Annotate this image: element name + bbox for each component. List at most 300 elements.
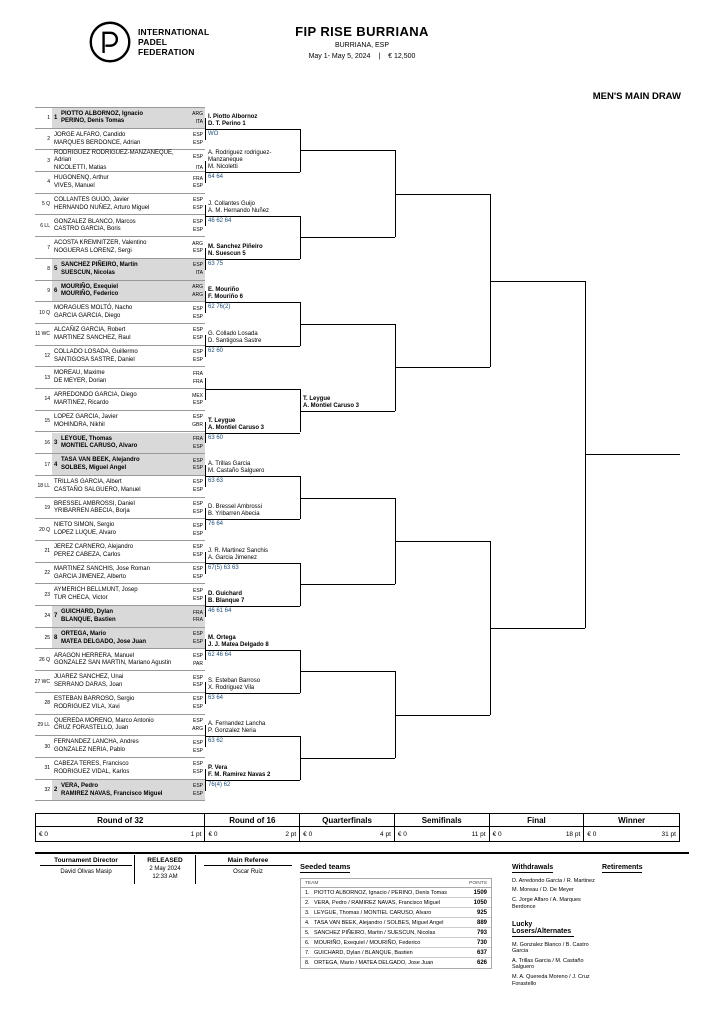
entry-players <box>54 696 203 711</box>
player-country: ITA <box>195 165 203 172</box>
player-country: ESP <box>192 595 203 602</box>
round16-winner <box>208 536 295 562</box>
points-cell <box>395 814 490 841</box>
player-country: MEX <box>192 392 203 399</box>
player-row <box>54 165 203 172</box>
withdrawal-item: M. Moreau / D. De Meyer <box>512 887 574 894</box>
entry-position: 2 <box>47 136 50 143</box>
prize-money: € 12,500 <box>388 53 416 60</box>
bracket-connector-horizontal <box>205 259 300 260</box>
entry-players <box>61 609 203 624</box>
player-country: FRA <box>193 370 203 377</box>
player-country: ESP <box>192 747 203 754</box>
ipf-logo-text <box>138 27 209 57</box>
winner-name-line: A. Montiel Caruso 3 <box>303 402 360 409</box>
draw-entry <box>35 150 205 172</box>
seeded-team-number: 8. <box>305 960 310 966</box>
player-row <box>54 530 203 537</box>
winner-name-line: D. Santigosa Sastre <box>208 337 262 344</box>
lucky-loser-item: M. A. Quereda Moreno / J. Cruz Forastello <box>512 974 590 987</box>
winner-name-line: A. Rodriguez rodriguez- <box>208 150 272 157</box>
winner-name-line: T. Leygue <box>208 417 236 424</box>
prize-money-value: € 0 <box>208 830 218 838</box>
player-row <box>61 631 203 638</box>
player-row <box>61 436 203 443</box>
points-cell <box>36 814 205 841</box>
entry-position: 17 <box>44 461 50 468</box>
player-name: TASA VAN BEEK, Alejandro <box>61 457 140 464</box>
player-row <box>54 226 203 233</box>
entry-seed-number: 6 <box>54 287 58 294</box>
tournament-title-block <box>222 24 502 60</box>
player-country: ESP <box>192 153 203 160</box>
player-country: FRA <box>193 378 203 385</box>
round16-winner <box>208 666 295 692</box>
player-name: PEREZ CABEZA, Carlos <box>54 551 121 558</box>
winner-name-line: D. T. Perino 1 <box>208 120 246 127</box>
player-country: ESP <box>192 761 203 768</box>
entry-players <box>54 392 203 407</box>
entry-position: 6 LL <box>40 222 50 229</box>
points-values <box>36 827 204 841</box>
entry-players <box>54 739 203 754</box>
match-score: 76(4) 62 <box>208 781 231 788</box>
player-name: ESTEBAN BARROSO, Sergio <box>54 695 135 702</box>
bracket-connector-horizontal <box>585 454 680 455</box>
points-values <box>490 827 584 841</box>
player-country: ESP <box>192 305 203 312</box>
player-name: CASTAÑO SALGUERO, Manuel <box>54 486 141 493</box>
seeded-team-row <box>301 948 491 958</box>
prize-money-value: € 0 <box>492 830 502 838</box>
ipf-logo <box>88 20 209 64</box>
entry-players <box>54 522 203 537</box>
player-name: LOPEZ LUQUE, Alvaro <box>54 530 117 537</box>
player-name: CABEZA TERES, Francisco <box>54 761 129 768</box>
logo-line-2: PADEL <box>138 37 168 47</box>
draw-entry <box>35 281 205 303</box>
main-referee-name: Oscar Ruiz <box>233 869 263 875</box>
entry-position: 16 <box>44 439 50 446</box>
player-country: ESP <box>192 718 203 725</box>
winner-name-line: M. Nicoletti <box>208 164 238 171</box>
player-row <box>54 479 203 486</box>
player-name: RODRIGUEZ VILA, Xavi <box>54 703 120 710</box>
player-country: ESP <box>192 769 203 776</box>
entry-players <box>61 262 203 277</box>
seeded-team-name: ORTEGA, Mario / MATEA DELGADO, Jose Juan <box>314 960 434 966</box>
entry-box <box>52 302 205 323</box>
player-name: GARCIA JIMENEZ, Alberto <box>54 573 127 580</box>
player-country: ESP <box>192 508 203 515</box>
column-points: POINTS <box>469 880 487 886</box>
entry-players <box>54 718 203 733</box>
winner-name-line: P. Vera <box>208 764 228 771</box>
player-country: ESP <box>192 552 203 559</box>
entry-position: 3 <box>47 157 50 164</box>
entry-seed-number: 4 <box>54 461 58 468</box>
player-row <box>61 639 203 646</box>
winner-name-line: F. Mouriño 6 <box>208 294 243 301</box>
withdrawals-block <box>512 856 598 910</box>
entry-players <box>54 197 203 212</box>
bracket-connector-horizontal <box>490 628 585 629</box>
points-cell <box>300 814 395 841</box>
seeded-team-row <box>301 958 491 968</box>
draw-entry <box>35 736 205 758</box>
player-name: JUAREZ SANCHEZ, Unai <box>54 674 124 681</box>
seeded-team-name: SANCHEZ PIÑEIRO, Martin / SUESCUN, Nicolas <box>314 929 436 936</box>
player-row <box>54 769 203 776</box>
player-name: RODRIGUEZ RODRIGUEZ-MANZANEQUE, Adrian <box>54 150 174 163</box>
player-country: ESP <box>192 335 203 342</box>
main-referee-block <box>204 857 292 875</box>
player-name: NIETO SIMON, Sergio <box>54 522 115 529</box>
winner-name-line: D. Bressel Ambrossi <box>208 504 263 511</box>
entry-box <box>52 736 205 757</box>
player-name: NOGUERAS LORENZ, Sergi <box>54 248 132 255</box>
seeded-team-row <box>301 938 491 948</box>
player-country: FRA <box>193 435 203 442</box>
player-name: TUR CHECA, Victor <box>54 595 108 602</box>
player-name: TRILLAS GARCIA, Albert <box>54 478 122 485</box>
seeded-team-points: 730 <box>476 939 487 946</box>
draw-entry <box>35 216 205 238</box>
tournament-director-name: David Olivas Masip <box>60 869 112 875</box>
tournament-title: FIP RISE BURRIANA <box>295 24 429 39</box>
player-country: ESP <box>192 313 203 320</box>
player-row <box>54 508 203 515</box>
points-round-name: Round of 32 <box>36 814 204 827</box>
draw-entry <box>35 519 205 541</box>
bracket-connector-horizontal <box>205 172 300 173</box>
player-row <box>54 696 203 703</box>
match-score: WO <box>208 130 219 137</box>
tournament-location: BURRIANA, ESP <box>334 42 390 49</box>
bracket-connector-horizontal <box>395 541 490 542</box>
winner-name-line: X. Rodriguez Vila <box>208 684 255 691</box>
withdrawal-item: C. Jorge Alfaro / A. Marques Berdonce <box>512 897 581 910</box>
seeded-team-row <box>301 918 491 928</box>
winner-name-line: B. Blanque 7 <box>208 598 245 605</box>
player-name: PERINO, Denis Tomas <box>61 118 125 125</box>
entry-box <box>52 281 205 302</box>
bracket-connector-horizontal <box>205 693 300 694</box>
player-name: JORGE ALFARO, Candido <box>54 131 126 138</box>
entry-box <box>52 108 205 128</box>
player-name: DE MEYER, Dorian <box>54 378 107 385</box>
player-row <box>54 747 203 754</box>
draw-entry <box>35 628 205 650</box>
seeded-team-row <box>301 908 491 918</box>
player-name: GONZALEZ BLANCO, Marcos <box>54 218 136 225</box>
seeded-team-name: GUICHARD, Dylan / BLANQUE, Bastien <box>314 949 413 956</box>
player-name: QUEREDA MORENO, Marco Antonio <box>54 717 154 724</box>
bracket-connector-horizontal <box>395 367 490 368</box>
entry-players <box>54 327 203 342</box>
player-name: YRIBARREN ABECIA, Borja <box>54 508 130 515</box>
released-time: 12:33 AM <box>152 874 178 880</box>
entry-players <box>61 631 203 646</box>
player-country: ESP <box>192 639 203 646</box>
lucky-losers-block <box>512 920 598 987</box>
player-name: ACOSTA KREMNITZER, Valentino <box>54 240 147 247</box>
round16-winner <box>208 189 295 215</box>
winner-name-line: E. Mouriño <box>208 287 239 294</box>
entry-position: 25 <box>44 635 50 642</box>
seeded-team-points: 889 <box>476 919 487 926</box>
entry-players <box>54 501 203 516</box>
entry-box <box>52 216 205 237</box>
draw-entry <box>35 302 205 324</box>
match-score: 46 62 64 <box>208 217 232 224</box>
entry-players <box>54 761 203 776</box>
entry-position: 31 <box>44 765 50 772</box>
entry-players <box>54 653 203 668</box>
player-country: ESP <box>192 465 203 472</box>
entry-position: 22 <box>44 570 50 577</box>
player-row <box>61 284 203 291</box>
entry-position: 7 <box>47 244 50 251</box>
player-name: RAMIREZ NAVAS, Francisco Miguel <box>61 790 163 797</box>
bracket-connector-horizontal <box>205 216 300 217</box>
winner-name-line: M. Castaño Salguero <box>208 467 265 474</box>
prize-money-value: € 0 <box>587 830 597 838</box>
player-country: ESP <box>192 443 203 450</box>
player-row <box>54 378 203 385</box>
player-name: AYMERICH BELLMUNT, Josep <box>54 587 138 594</box>
player-row <box>61 443 203 450</box>
entry-box <box>52 650 205 671</box>
player-name: COLLADO LOSADA, Guillermo <box>54 348 138 355</box>
player-country: ESP <box>192 205 203 212</box>
seeded-team-points: 637 <box>476 949 487 956</box>
entry-position: 13 <box>44 374 50 381</box>
entry-players <box>54 305 203 320</box>
winner-name-line: F. M. Ramirez Navas 2 <box>208 771 271 778</box>
retirements-block <box>602 856 690 874</box>
player-name: MATEA DELGADO, Jose Juan <box>61 638 147 645</box>
player-row <box>54 595 203 602</box>
seeded-team-row <box>301 888 491 898</box>
footer-divider <box>35 852 689 854</box>
bracket-connector-horizontal <box>205 606 300 607</box>
draw-entry <box>35 541 205 563</box>
bracket-connector-horizontal <box>300 324 395 325</box>
winner-name-line: M. Ortega <box>208 634 236 641</box>
entry-position: 28 <box>44 700 50 707</box>
draw-entry <box>35 237 205 259</box>
entry-position: 21 <box>44 548 50 555</box>
player-country: PAR <box>193 660 203 667</box>
match-score: 63 60 <box>208 434 224 441</box>
player-country: FRA <box>193 617 203 624</box>
player-row <box>61 291 203 298</box>
player-name: MORAGUES MOLTÓ, Nacho <box>54 305 133 312</box>
round-points-value: 31 pt <box>661 830 676 838</box>
entry-players <box>54 175 203 190</box>
points-values <box>584 827 679 841</box>
match-score: 63 75 <box>208 260 224 267</box>
bracket-connector-horizontal <box>205 346 300 347</box>
round16-winner <box>208 623 295 649</box>
bracket-connector-horizontal <box>300 498 395 499</box>
player-row <box>61 262 203 269</box>
player-name: GONZALEZ NERIA, Pablo <box>54 747 126 754</box>
entry-box <box>52 129 205 150</box>
player-country: ESP <box>192 349 203 356</box>
entry-box <box>52 758 205 779</box>
entry-box <box>52 150 205 171</box>
player-name: CRUZ FORASTELLO, Juan <box>54 725 129 732</box>
player-country: ESP <box>192 487 203 494</box>
bracket-connector-horizontal <box>300 584 395 585</box>
player-row <box>54 414 203 421</box>
player-name: SOLBES, Miguel Angel <box>61 465 127 472</box>
entry-box <box>52 628 205 649</box>
entry-box <box>52 324 205 345</box>
player-name: HERNANDO NUÑEZ, Arturo Miguel <box>54 204 150 211</box>
lucky-loser-item: M. Gonzalez Blanco / B. Castro Garcia <box>512 941 589 954</box>
player-name: PIOTTO ALBORNOZ, Ignacio <box>61 110 144 117</box>
lucky-losers-list <box>512 942 598 987</box>
winner-name-line: A. Montiel Caruso 3 <box>208 424 265 431</box>
points-values <box>395 827 489 841</box>
player-row <box>54 240 203 247</box>
player-country: ESP <box>192 522 203 529</box>
lucky-loser-item: A. Trillas Garcia / M. Castaño Salguero <box>512 957 584 971</box>
seeded-team-points: 1050 <box>473 899 487 906</box>
seeded-teams-rows <box>301 888 491 968</box>
player-country: ESP <box>192 739 203 746</box>
player-row <box>61 111 203 118</box>
bracket-connector-horizontal <box>205 129 300 130</box>
winner-name-line: Manzaneque <box>208 157 243 164</box>
player-name: SERRANO DARAS, Joan <box>54 682 123 689</box>
seeded-team-name: LEYGUE, Thomas / MONTIEL CARUSO, Alvaro <box>314 909 432 916</box>
player-row <box>54 522 203 529</box>
player-name: FERNANDEZ LANCHA, Andres <box>54 739 139 746</box>
player-name: SANCHEZ PIÑEIRO, Martin <box>61 261 138 268</box>
seeded-team-points: 925 <box>476 909 487 916</box>
bracket-connector-horizontal <box>490 281 585 282</box>
entry-box <box>52 498 205 519</box>
tournament-dates <box>222 53 502 60</box>
player-row <box>54 544 203 551</box>
winner-name-line: J. J. Matea Delgado 8 <box>208 641 269 648</box>
player-name: MARTINEZ SANCHEZ, Raul <box>54 334 131 341</box>
entry-position: 12 <box>44 353 50 360</box>
player-name: GONZALEZ SAN MARTIN, Mariano Agustin <box>54 660 172 667</box>
seeded-team-name: VERA, Pedro / RAMIREZ NAVAS, Francisco Miguel <box>314 899 441 906</box>
player-name: CASTRO GARCIA, Boris <box>54 226 121 233</box>
round16-winner <box>208 753 295 779</box>
seeded-team-number: 2. <box>305 899 310 906</box>
player-country: ESP <box>192 573 203 580</box>
withdrawals-title: Withdrawals <box>512 864 554 871</box>
player-country: ESP <box>192 248 203 255</box>
winner-name-line: A. Garcia Jimenez <box>208 554 258 561</box>
draw-entry <box>35 671 205 693</box>
entry-position: 14 <box>44 396 50 403</box>
entry-position: 24 <box>44 613 50 620</box>
player-country: ESP <box>192 457 203 464</box>
entry-players <box>54 349 203 364</box>
player-row <box>61 791 203 798</box>
player-name: ORTEGA, Mario <box>61 630 107 637</box>
points-cell <box>490 814 585 841</box>
entry-position: 32 <box>44 787 50 794</box>
entry-players <box>61 436 203 451</box>
player-country: ESP <box>192 652 203 659</box>
player-country: ESP <box>192 197 203 204</box>
bracket-connector-horizontal <box>300 411 395 412</box>
player-name: BRESSEL AMBROSSI, Daniel <box>54 500 135 507</box>
round16-winner <box>208 579 295 605</box>
player-country: FRA <box>193 609 203 616</box>
winner-name-line: J. Collantes Guijo <box>208 200 256 207</box>
winner-name-line: N. Suescun 5 <box>208 250 246 257</box>
entry-box <box>52 584 205 605</box>
player-name: COLLANTES GUIJO, Javier <box>54 196 130 203</box>
bracket-connector-horizontal <box>205 780 300 781</box>
player-row <box>54 175 203 182</box>
player-country: ESP <box>192 501 203 508</box>
round-points-value: 18 pt <box>565 830 581 838</box>
points-round-name: Quarterfinals <box>300 814 394 827</box>
draw-type-label: MEN'S MAIN DRAW <box>592 91 681 102</box>
seeded-teams-table <box>300 878 492 969</box>
quarterfinal-winner <box>303 384 390 410</box>
draw-entry <box>35 107 205 129</box>
entry-box <box>52 541 205 562</box>
entry-position: 20 Q <box>39 526 50 533</box>
round16-winner <box>208 275 295 301</box>
draw-entry <box>35 454 205 476</box>
entry-position: 5 Q <box>41 201 50 208</box>
player-country: GBR <box>192 422 203 429</box>
player-name: ARREDONDO GARCIA, Diego <box>54 392 137 399</box>
entry-box <box>52 780 205 801</box>
entry-position: 10 Q <box>39 309 50 316</box>
entry-position: 1 <box>47 114 50 121</box>
player-name: MARTINEZ, Ricardo <box>54 399 109 406</box>
entry-box <box>52 367 205 388</box>
entry-box <box>52 476 205 497</box>
player-country: ESP <box>192 530 203 537</box>
seeded-team-number: 4. <box>305 919 310 926</box>
player-row <box>54 704 203 711</box>
player-name: VERA, Pedro <box>61 782 99 789</box>
draw-entry <box>35 584 205 606</box>
points-round-name: Winner <box>584 814 679 827</box>
bracket-connector-horizontal <box>205 519 300 520</box>
seeded-team-number: 6. <box>305 939 310 946</box>
released-block <box>134 855 196 884</box>
bracket-connector-horizontal <box>205 433 300 434</box>
match-score: 63 62 <box>208 738 224 745</box>
player-row <box>54 422 203 429</box>
match-score: 64 64 <box>208 174 224 181</box>
entry-players <box>54 479 203 494</box>
bracket-connector-horizontal <box>205 302 300 303</box>
player-country: ESP <box>192 587 203 594</box>
withdrawal-item: D. Arredondo Garcia / R. Martinez <box>512 877 595 884</box>
player-row <box>61 465 203 472</box>
entry-box <box>52 172 205 193</box>
draw-entry <box>35 606 205 628</box>
entry-players <box>54 132 203 147</box>
